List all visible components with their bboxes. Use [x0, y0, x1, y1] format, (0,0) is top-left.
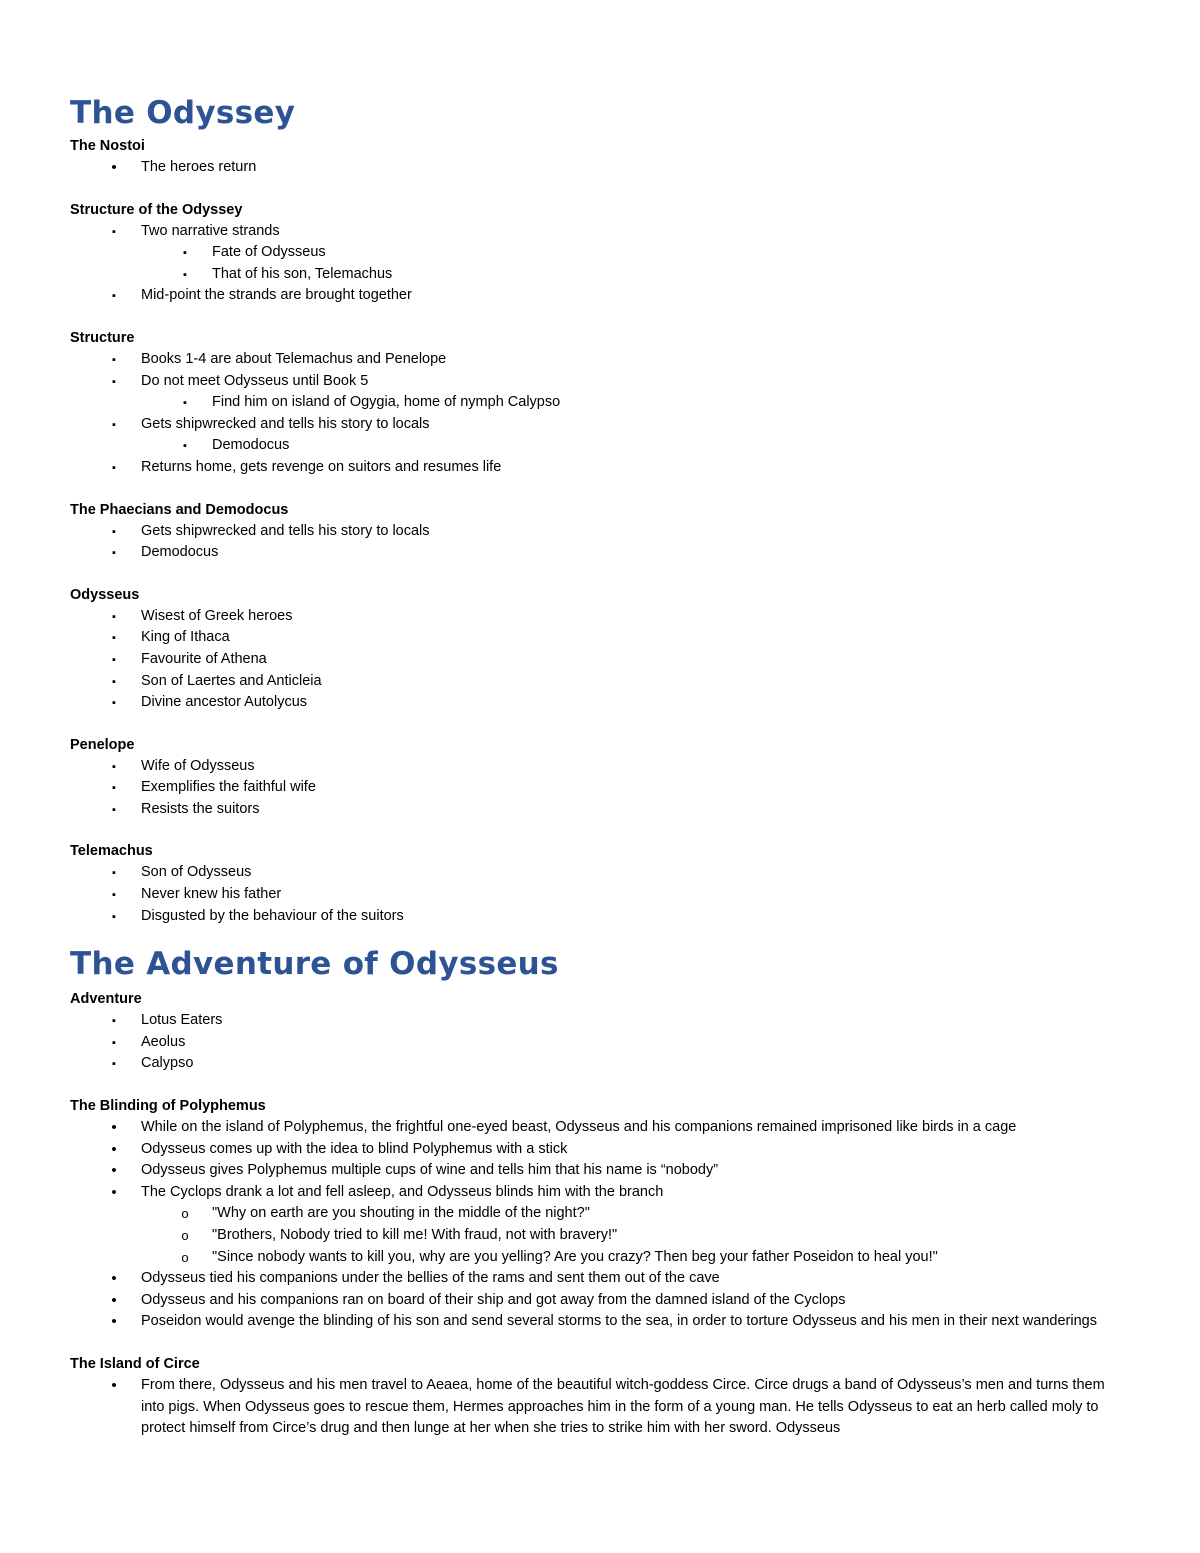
- list-item: [70, 392, 1130, 414]
- list-item-text: That of his son, Telemachus: [212, 265, 393, 282]
- bullet-square-icon: [104, 756, 124, 779]
- bullet-square-icon: [104, 221, 124, 244]
- bullet-square-icon: [104, 692, 124, 715]
- list-item: [70, 884, 1130, 906]
- list-item-text: Aeolus: [141, 1033, 186, 1050]
- bullet-square-icon: [175, 242, 195, 265]
- list-item: [70, 1203, 1130, 1225]
- heading-adventure-of-odysseus: The Adventure of Odysseus: [70, 946, 559, 983]
- bullet-square-icon: [104, 884, 124, 907]
- section-nostoi: [70, 136, 1130, 179]
- section-title: Odysseus: [70, 586, 140, 603]
- bullet-list: [70, 606, 1130, 714]
- bullet-square-icon: [104, 414, 124, 437]
- list-item: [70, 1053, 1130, 1075]
- list-item-text: Lotus Eaters: [141, 1012, 223, 1029]
- bullet-circle-icon: [175, 1225, 195, 1248]
- bullet-square-icon: [104, 542, 124, 565]
- section-title: The Nostoi: [70, 138, 145, 154]
- bullet-square-icon: [104, 1053, 124, 1076]
- list-item: [70, 1032, 1130, 1054]
- list-item-text: Two narrative strands: [141, 222, 280, 239]
- bullet-circle-icon: [175, 1203, 195, 1226]
- list-item-text: Son of Odysseus: [141, 864, 252, 881]
- list-item-text: Fate of Odysseus: [212, 244, 326, 261]
- list-item-text: Exemplifies the faithful wife: [141, 779, 316, 796]
- list-item: [70, 414, 1130, 436]
- list-item-text: Demodocus: [212, 437, 290, 454]
- section-adventure: [70, 989, 1130, 1075]
- bullet-list: [70, 221, 1130, 307]
- list-item-text: The heroes return: [141, 159, 257, 175]
- bullet-square-icon: [104, 371, 124, 394]
- list-item: [70, 457, 1130, 479]
- list-item: [70, 1182, 1130, 1204]
- bullet-dot-icon: [104, 1182, 124, 1205]
- bullet-dot-icon: [104, 1160, 124, 1183]
- list-item: [70, 606, 1130, 628]
- bullet-square-icon: [104, 349, 124, 372]
- bullet-square-icon: [104, 799, 124, 822]
- section-title: The Blinding of Polyphemus: [70, 1098, 266, 1115]
- list-item-text: Gets shipwrecked and tells his story to locals: [141, 522, 430, 539]
- bullet-list: [70, 1117, 1130, 1333]
- list-item: [70, 1311, 1130, 1333]
- section-structure-of-odyssey: [70, 200, 1130, 307]
- list-item: [70, 627, 1130, 649]
- list-item-text: Odysseus tied his companions under the bellies of the rams and sent them out of the cave: [141, 1270, 720, 1287]
- list-item-text: From there, Odysseus and his men travel to Aeaea, home of the beautiful witch-goddess Circe. Circe drugs a band of Odysseus’s men and turns them into pigs. When Odysseus goes to rescue them, Hermes approaches him in the form of a young man. He tells Odysseus to eat an herb called moly to protect himself from Circe’s drug and then lunge at her when she tries to strike him with her sword. Odysseus: [141, 1376, 1105, 1437]
- bullet-list: [70, 1010, 1130, 1075]
- bullet-square-icon: [104, 862, 124, 885]
- bullet-list: [70, 756, 1130, 821]
- list-item-text: Son of Laertes and Anticleia: [141, 672, 322, 689]
- section-polyphemus: [70, 1096, 1130, 1333]
- list-item-text: Calypso: [141, 1055, 194, 1072]
- list-item-text: "Since nobody wants to kill you, why are you yelling? Are you crazy? Then beg your father Poseidon to heal you!": [212, 1248, 938, 1265]
- section-title: Structure of the Odyssey: [70, 201, 243, 218]
- list-item: [70, 1268, 1130, 1290]
- list-item-text: Odysseus and his companions ran on board of their ship and got away from the damned island of the Cyclops: [141, 1291, 846, 1308]
- bullet-dot-icon: [104, 1375, 124, 1398]
- heading-the-odyssey: The Odyssey: [70, 95, 296, 131]
- list-item: [70, 862, 1130, 884]
- list-item: [70, 756, 1130, 778]
- list-item: [70, 542, 1130, 564]
- list-item-text: Never knew his father: [141, 886, 282, 903]
- bullet-dot-icon: [104, 1311, 124, 1334]
- bullet-dot-icon: [104, 1139, 124, 1162]
- list-item: [70, 349, 1130, 371]
- list-item: [70, 1247, 1130, 1269]
- bullet-dot-icon: [104, 1117, 124, 1140]
- bullet-square-icon: [104, 1010, 124, 1033]
- bullet-dot-icon: [104, 1268, 124, 1291]
- list-item-text: Odysseus comes up with the idea to blind Polyphemus with a stick: [141, 1140, 568, 1157]
- section-odysseus: [70, 585, 1130, 714]
- bullet-dot-icon: [104, 157, 124, 180]
- list-item-text: Divine ancestor Autolycus: [141, 694, 308, 711]
- bullet-square-icon: [175, 264, 195, 287]
- list-item: [70, 242, 1130, 264]
- bullet-square-icon: [104, 521, 124, 544]
- bullet-square-icon: [104, 1032, 124, 1055]
- list-item-text: Wisest of Greek heroes: [141, 607, 293, 624]
- section-title: Adventure: [70, 991, 142, 1008]
- list-item: [70, 521, 1130, 543]
- section-telemachus: [70, 841, 1130, 927]
- list-item: [70, 799, 1130, 821]
- section-title: The Phaecians and Demodocus: [70, 501, 289, 518]
- list-item: [70, 264, 1130, 286]
- bullet-square-icon: [104, 906, 124, 929]
- list-item-text: Demodocus: [141, 544, 219, 561]
- list-item: [70, 1139, 1130, 1161]
- bullet-list: [70, 1375, 1130, 1440]
- list-item: [70, 1010, 1130, 1032]
- list-item: [70, 1290, 1130, 1312]
- bullet-list: [70, 349, 1130, 479]
- list-item: [70, 906, 1130, 928]
- list-item: [70, 371, 1130, 393]
- list-item: [70, 157, 1130, 179]
- list-item: [70, 1117, 1130, 1139]
- list-item-text: Resists the suitors: [141, 800, 260, 817]
- section-structure: [70, 328, 1130, 479]
- list-item: [70, 671, 1130, 693]
- bullet-list: [70, 862, 1130, 927]
- list-item-text: The Cyclops drank a lot and fell asleep, and Odysseus blinds him with the branch: [141, 1183, 664, 1200]
- section-title: The Island of Circe: [70, 1355, 200, 1372]
- list-item-text: Wife of Odysseus: [141, 757, 255, 774]
- bullet-dot-icon: [104, 1290, 124, 1313]
- list-item-text: Poseidon would avenge the blinding of his son and send several storms to the sea, in order to torture Odysseus and his men in their next wanderings: [141, 1313, 1097, 1330]
- list-item-text: Disgusted by the behaviour of the suitors: [141, 907, 404, 924]
- section-title: Penelope: [70, 736, 135, 753]
- bullet-square-icon: [104, 457, 124, 480]
- bullet-list: [70, 521, 1130, 564]
- list-item: [70, 1160, 1130, 1182]
- list-item-text: Do not meet Odysseus until Book 5: [141, 372, 369, 389]
- list-item-text: While on the island of Polyphemus, the frightful one-eyed beast, Odysseus and his companions remained imprisoned like birds in a cage: [141, 1119, 1017, 1136]
- section-phaecians: [70, 500, 1130, 564]
- section-title: Structure: [70, 329, 135, 346]
- list-item: [70, 1225, 1130, 1247]
- list-item-text: Books 1-4 are about Telemachus and Penelope: [141, 350, 447, 367]
- list-item-text: King of Ithaca: [141, 629, 230, 646]
- list-item: [70, 435, 1130, 457]
- bullet-list: [70, 157, 1130, 179]
- list-item-text: Returns home, gets revenge on suitors and resumes life: [141, 458, 502, 475]
- bullet-square-icon: [104, 285, 124, 308]
- list-item: [70, 777, 1130, 799]
- bullet-square-icon: [104, 606, 124, 629]
- list-item: [70, 221, 1130, 243]
- list-item-text: "Brothers, Nobody tried to kill me! With fraud, not with bravery!": [212, 1227, 618, 1243]
- document-page: [70, 90, 1130, 1461]
- list-item-text: Mid-point the strands are brought together: [141, 287, 412, 304]
- section-penelope: [70, 735, 1130, 821]
- bullet-circle-icon: [175, 1247, 195, 1270]
- bullet-square-icon: [175, 392, 195, 415]
- bullet-square-icon: [104, 777, 124, 800]
- list-item-text: Find him on island of Ogygia, home of nymph Calypso: [212, 394, 561, 411]
- bullet-square-icon: [104, 627, 124, 650]
- list-item-text: Odysseus gives Polyphemus multiple cups of wine and tells him that his name is “nobody”: [141, 1162, 719, 1179]
- section-circe: [70, 1354, 1130, 1440]
- bullet-square-icon: [175, 435, 195, 458]
- list-item-text: "Why on earth are you shouting in the middle of the night?": [212, 1205, 590, 1222]
- list-item: [70, 692, 1130, 714]
- bullet-square-icon: [104, 671, 124, 694]
- list-item-text: Favourite of Athena: [141, 650, 267, 667]
- list-item-text: Gets shipwrecked and tells his story to locals: [141, 415, 430, 432]
- list-item: [70, 649, 1130, 671]
- list-item: [70, 285, 1130, 307]
- bullet-square-icon: [104, 649, 124, 672]
- list-item: [70, 1375, 1130, 1440]
- section-title: Telemachus: [70, 843, 153, 860]
